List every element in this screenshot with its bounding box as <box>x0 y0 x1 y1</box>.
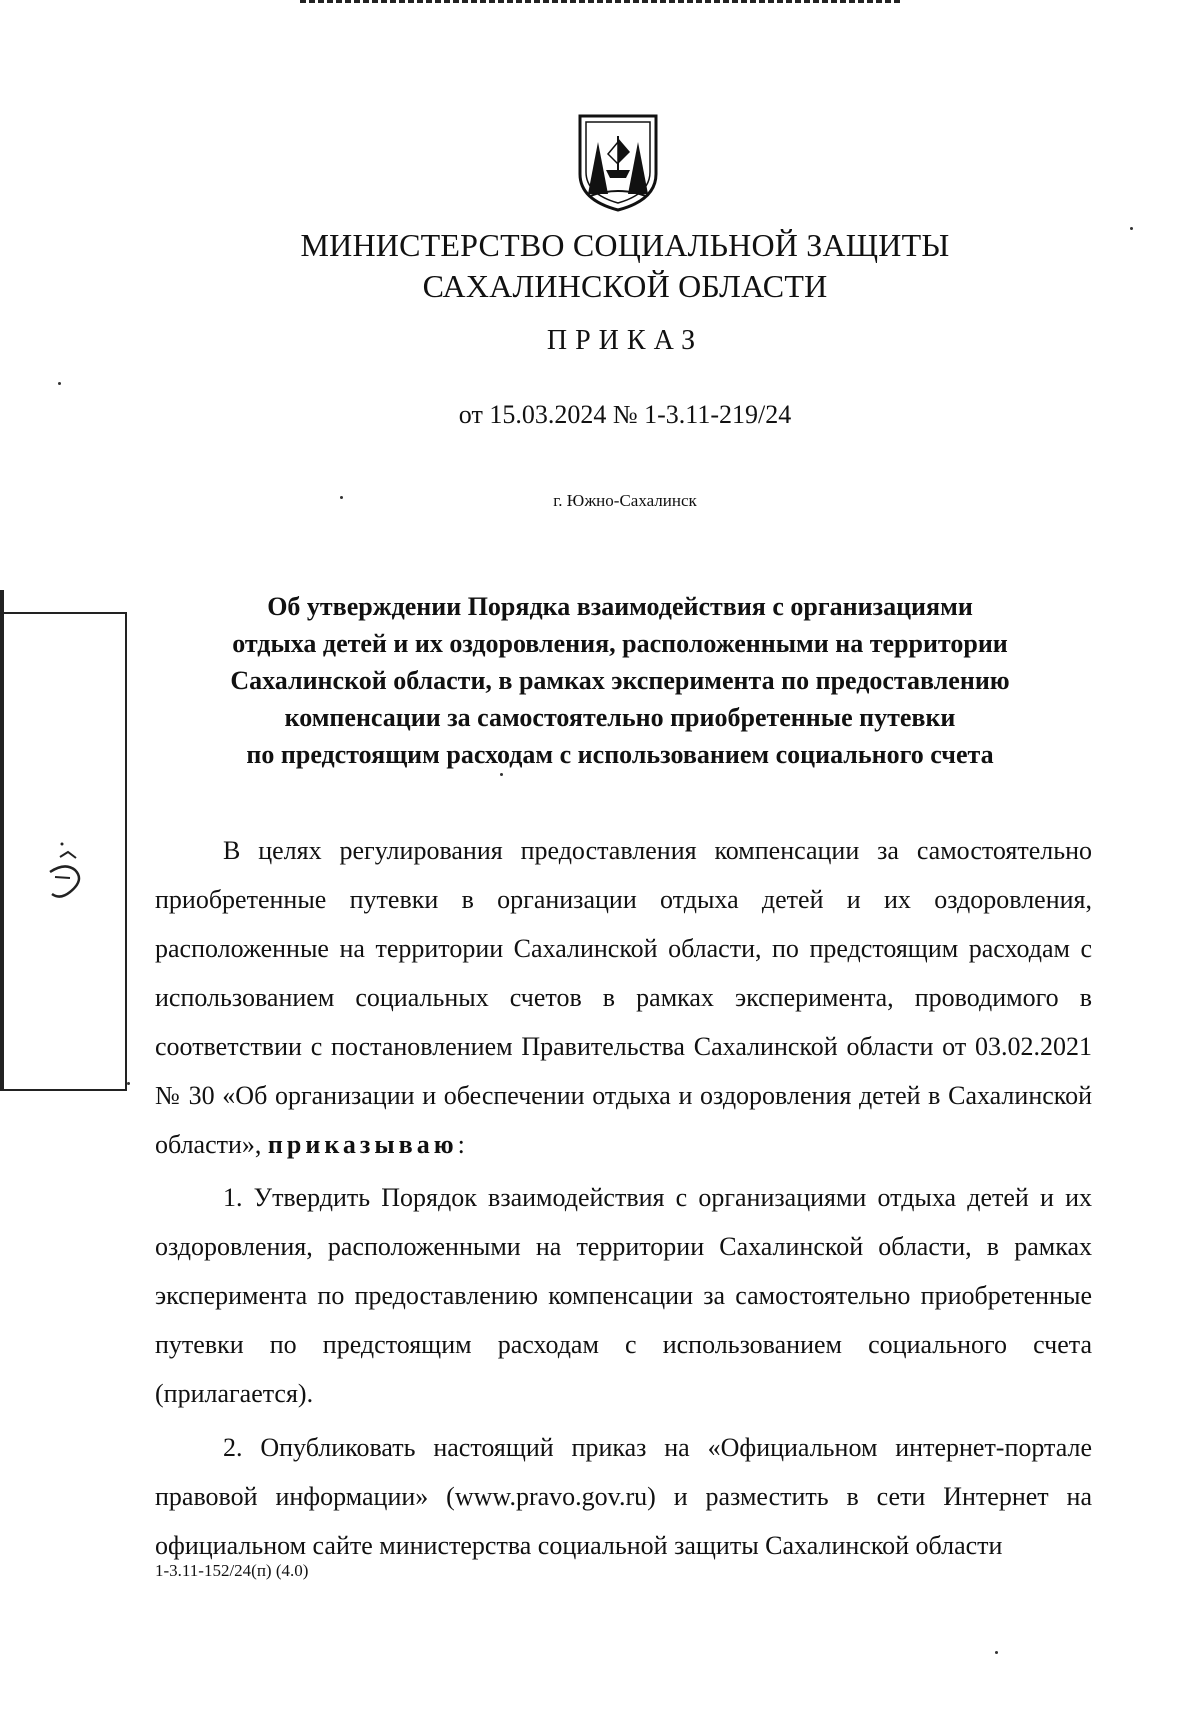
handwritten-mark-icon <box>40 832 90 907</box>
scan-top-edge <box>300 0 900 3</box>
order-item-2 <box>155 1423 1092 1570</box>
subject-line: по предстоящим расходам с использованием социального счета <box>246 740 994 769</box>
subject-line: Об утверждении Порядка взаимодействия с организациями <box>267 592 973 621</box>
scan-speck <box>340 496 343 499</box>
issuing-city: г. Южно-Сахалинск <box>553 491 697 510</box>
subject-line: Сахалинской области, в рамках эксперимента по предоставлению <box>230 666 1010 695</box>
scan-speck <box>1130 227 1133 230</box>
preamble-paragraph <box>155 826 1092 1169</box>
order-subject <box>170 588 1070 773</box>
order-keyword-colon: : <box>457 1130 465 1159</box>
order-item-1 <box>155 1173 1092 1418</box>
scan-speck <box>500 773 503 776</box>
order-item-1-text: 1. Утвердить Порядок взаимодействия с организациями отдыха детей и их оздоровления, расположенными на территории Сахалинской области, в рамках эксперимента по предоставлению компенсации за самостоятельно приобретенные путевки по предстоящим расходам с использованием социального счета (прилагается). <box>155 1183 1092 1408</box>
order-keyword: приказываю <box>267 1130 458 1159</box>
scan-speck <box>127 1082 130 1085</box>
preamble-text: В целях регулирования предоставления компенсации за самостоятельно приобретенные путевки в организации отдыха детей и их оздоровления, расположенные на территории Сахалинской области, по предстоящим расходам с использованием социальных счетов в рамках эксперимента, проводимого в соответствии с постановлением Правительства Сахалинской области от 03.02.2021 № 30 «Об организации и обеспечении отдыха и оздоровления детей в Сахалинской области», <box>155 836 1092 1159</box>
order-date-number: от 15.03.2024 № 1-3.11-219/24 <box>458 400 792 429</box>
subject-line: отдыха детей и их оздоровления, расположенными на территории <box>232 629 1008 658</box>
document-footer-code: 1-3.11-152/24(п) (4.0) <box>155 1561 309 1580</box>
ministry-name-line-1: МИНИСТЕРСТВО СОЦИАЛЬНОЙ ЗАЩИТЫ <box>300 227 950 263</box>
subject-line: компенсации за самостоятельно приобретенные путевки <box>284 703 956 732</box>
scan-speck <box>58 382 61 385</box>
scan-speck <box>995 1651 998 1654</box>
sakhalin-coat-of-arms-icon <box>576 112 660 212</box>
document-type-title: ПРИКАЗ <box>546 325 704 356</box>
ministry-name-line-2: САХАЛИНСКОЙ ОБЛАСТИ <box>422 268 828 304</box>
order-item-2-text: 2. Опубликовать настоящий приказ на «Официальном интернет-портале правовой информации» (www.pravo.gov.ru) и разместить в сети Интернет на официальном сайте министерства социальной защиты Сахалинской области <box>155 1433 1092 1560</box>
